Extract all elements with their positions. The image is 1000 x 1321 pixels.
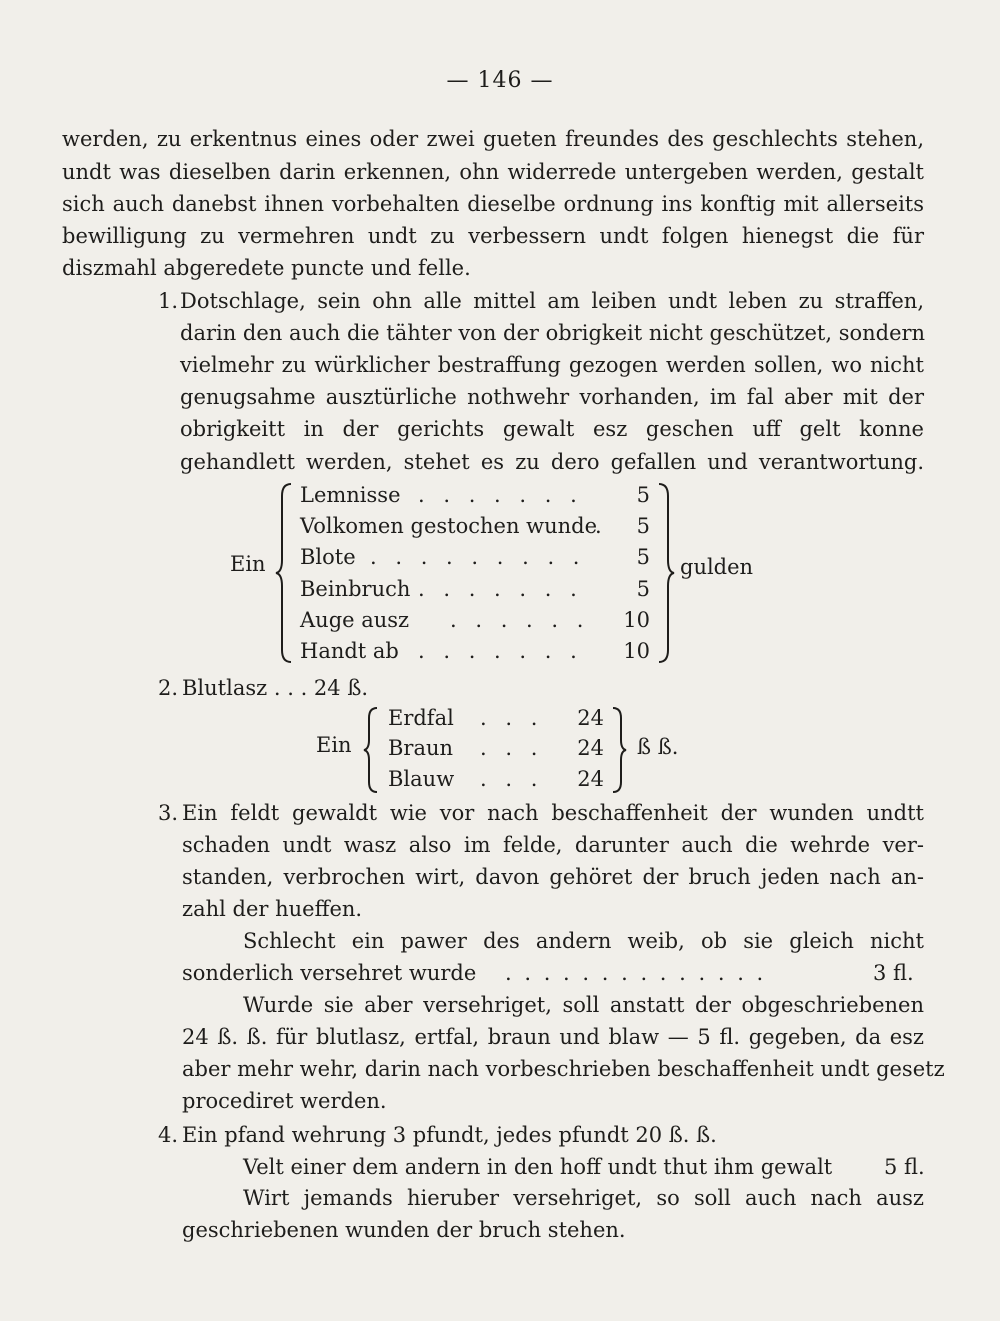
table-1-right-brace <box>656 482 676 664</box>
row-label: Handt ab <box>300 639 399 663</box>
item-3-para3-line: procediret werden. <box>182 1089 387 1113</box>
item-4-para-line: geschriebenen wunden der bruch stehen. <box>182 1218 626 1242</box>
row-value: 5 <box>636 514 650 538</box>
row-label: Erdfal <box>388 706 454 730</box>
item-1-line: gehandlett werden, stehet es zu dero gefallen und verantwortung. <box>180 450 924 474</box>
item-4-line2-amount: 5 fl. <box>884 1155 925 1179</box>
row-label: Blauw <box>388 767 455 791</box>
item-3-para2-dots: . . . . . . . . . . . . . . <box>505 961 767 985</box>
row-dots: . . . . . . <box>450 608 590 632</box>
row-label: Volkomen gestochen wunde <box>300 514 598 538</box>
row-label: Lemnisse <box>300 483 401 507</box>
item-1-line: Dotschlage, sein ohn alle mittel am leiben undt leben zu straffen, <box>180 289 924 313</box>
row-value: 10 <box>623 639 650 663</box>
item-4-line: Ein pfand wehrung 3 pfundt, jedes pfundt 20 ß. ß. <box>182 1123 717 1147</box>
item-3-para3-line: aber mehr wehr, darin nach vorbeschrieben beschaffenheit undt gesetz <box>182 1057 945 1081</box>
item-3-para2-line: sonderlich versehret wurde <box>182 961 477 985</box>
row-dots: . . . . . . . <box>418 639 583 663</box>
row-value: 10 <box>623 608 650 632</box>
row-dots: . <box>595 514 608 538</box>
intro-line: sich auch danebst ihnen vorbehalten dieselbe ordnung ins konftig mit allerseits <box>62 192 924 216</box>
page-number: — 146 — <box>446 68 554 93</box>
item-3-line: standen, verbrochen wirt, davon gehöret der bruch jeden nach an- <box>182 865 924 889</box>
table-1-prefix: Ein <box>230 552 266 576</box>
row-label: Braun <box>388 736 454 760</box>
item-3-para2-line: Schlecht ein pawer des andern weib, ob sie gleich nicht <box>243 929 924 953</box>
intro-line: bewilligung zu vermehren undt zu verbessern undt folgen hienegst die für <box>62 224 924 248</box>
item-3-line: Ein feldt gewaldt wie vor nach beschaffenheit der wunden undtt <box>182 801 924 825</box>
item-4-line2: Velt einer dem andern in den hoff undt thut ihm gewalt <box>243 1155 833 1179</box>
table-1-left-brace <box>274 482 294 664</box>
row-dots: . . . <box>480 706 544 730</box>
item-1-line: genugsahme ausztürliche nothwehr vorhanden, im fal aber mit der <box>180 385 924 409</box>
intro-line: werden, zu erkentnus eines oder zwei gueten freundes des geschlechts stehen, <box>62 127 924 151</box>
row-value: 5 <box>636 483 650 507</box>
item-1-line: darin den auch die tähter von der obrigkeit nicht geschützet, sondern <box>180 321 926 345</box>
item-3-para3-line: Wurde sie aber versehriget, soll anstatt der obgeschriebenen <box>243 993 924 1017</box>
table-1-unit: gulden <box>680 555 754 579</box>
row-value: 5 <box>636 577 650 601</box>
item-1-line: obrigkeitt in der gerichts gewalt esz geschen uff gelt konne <box>180 417 924 441</box>
row-value: 24 <box>577 767 604 791</box>
row-dots: . . . . . . . <box>418 577 583 601</box>
row-value: 24 <box>577 736 604 760</box>
table-2-left-brace <box>362 706 380 794</box>
item-3-number: 3. <box>158 801 179 825</box>
table-2-right-brace <box>610 706 628 794</box>
table-2-unit: ß ß. <box>637 735 679 759</box>
item-3-para2-amount: 3 fl. <box>873 961 914 985</box>
item-4-number: 4. <box>158 1123 179 1147</box>
item-4-para-line: Wirt jemands hieruber versehriget, so soll auch nach ausz <box>243 1186 924 1210</box>
row-dots: . . . . . . . . . <box>370 545 586 569</box>
row-value: 24 <box>577 706 604 730</box>
item-3-line: zahl der hueffen. <box>182 897 363 921</box>
item-2-line: Blutlasz . . . 24 ß. <box>182 676 369 700</box>
item-3-line: schaden undt wasz also im felde, darunter auch die wehrde ver- <box>182 833 924 857</box>
row-dots: . . . . . . . <box>418 483 583 507</box>
row-dots: . . . <box>480 767 544 791</box>
item-2-number: 2. <box>158 676 179 700</box>
row-label: Beinbruch <box>300 577 411 601</box>
item-1-line: vielmehr zu würklicher bestraffung gezogen werden sollen, wo nicht <box>180 353 924 377</box>
table-2-prefix: Ein <box>316 733 352 757</box>
item-1-number: 1. <box>158 289 179 313</box>
row-value: 5 <box>636 545 650 569</box>
intro-line: diszmahl abgeredete puncte und felle. <box>62 256 471 280</box>
item-3-para3-line: 24 ß. ß. für blutlasz, ertfal, braun und blaw — 5 fl. gegeben, da esz <box>182 1025 924 1049</box>
row-dots: . . . <box>480 736 544 760</box>
row-label: Auge ausz <box>300 608 410 632</box>
row-label: Blote <box>300 545 356 569</box>
intro-line: undt was dieselben darin erkennen, ohn widerrede untergeben werden, gestalt <box>62 160 924 184</box>
